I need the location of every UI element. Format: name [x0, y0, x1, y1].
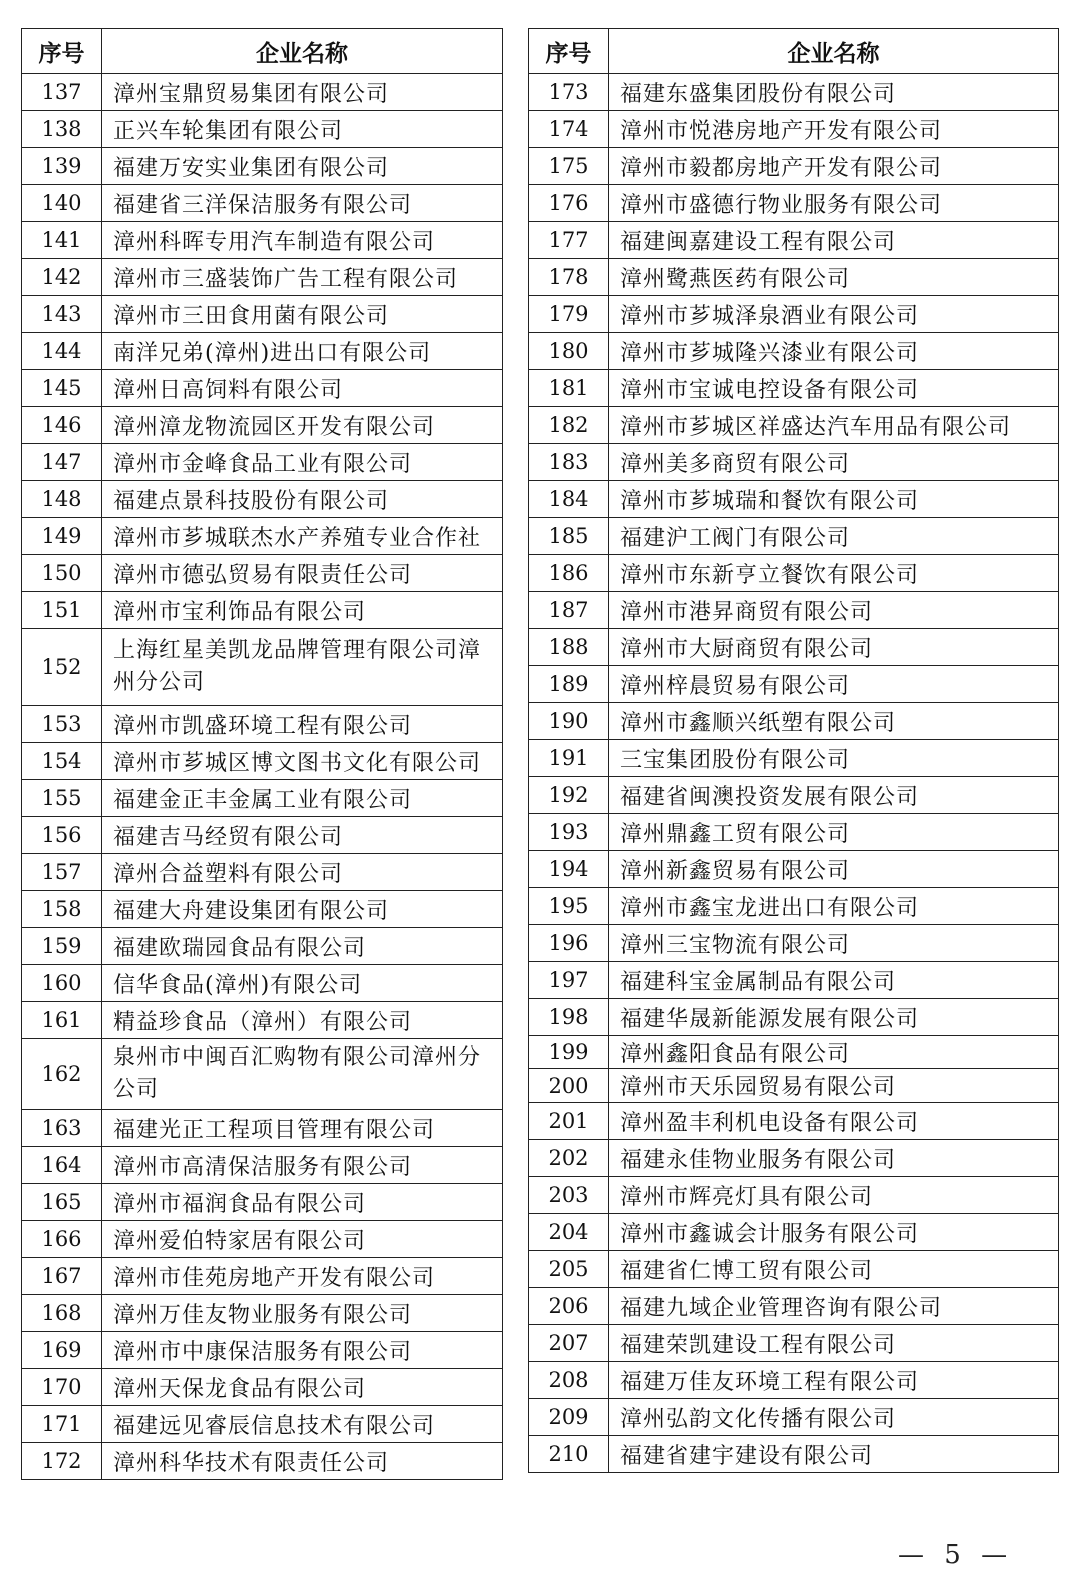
serial-number-cell: 137	[22, 74, 102, 111]
table-row	[529, 1436, 1059, 1473]
table-row	[529, 666, 1059, 703]
serial-number-cell: 192	[529, 777, 609, 814]
table-row	[529, 740, 1059, 777]
table-row	[529, 222, 1059, 259]
enterprise-name-cell: 福建远见睿辰信息技术有限公司	[102, 1406, 503, 1443]
serial-number-cell: 163	[22, 1110, 102, 1147]
table-row	[529, 518, 1059, 555]
enterprise-name-cell: 福建科宝金属制品有限公司	[609, 962, 1059, 999]
table-row	[529, 296, 1059, 333]
serial-number-cell: 203	[529, 1177, 609, 1214]
table-row	[22, 407, 503, 444]
serial-number-cell: 205	[529, 1251, 609, 1288]
table-row	[22, 444, 503, 481]
enterprise-name-cell: 漳州市芗城瑞和餐饮有限公司	[609, 481, 1059, 518]
enterprise-name-cell: 漳州梓晨贸易有限公司	[609, 666, 1059, 703]
table-row	[22, 185, 503, 222]
enterprise-name-cell: 漳州科晖专用汽车制造有限公司	[102, 222, 503, 259]
serial-number-cell: 201	[529, 1103, 609, 1140]
serial-number-cell: 208	[529, 1362, 609, 1399]
enterprise-name-cell: 福建九域企业管理咨询有限公司	[609, 1288, 1059, 1325]
enterprise-name-cell: 信华食品(漳州)有限公司	[102, 965, 503, 1002]
table-row	[22, 1369, 503, 1406]
enterprise-name-cell: 漳州爱伯特家居有限公司	[102, 1221, 503, 1258]
serial-number-cell: 184	[529, 481, 609, 518]
table-row	[529, 111, 1059, 148]
table-row	[22, 1221, 503, 1258]
enterprise-name-cell: 漳州鹭燕医药有限公司	[609, 259, 1059, 296]
enterprise-name-cell: 上海红星美凯龙品牌管理有限公司漳州分公司	[102, 629, 503, 706]
enterprise-name-cell: 漳州市鑫诚会计服务有限公司	[609, 1214, 1059, 1251]
serial-number-cell: 162	[22, 1039, 102, 1110]
table-row	[529, 999, 1059, 1036]
table-row	[529, 1362, 1059, 1399]
table-row	[529, 481, 1059, 518]
enterprise-name-cell: 漳州市金峰食品工业有限公司	[102, 444, 503, 481]
serial-number-cell: 177	[529, 222, 609, 259]
serial-number-cell: 193	[529, 814, 609, 851]
enterprise-table-left	[21, 28, 503, 1480]
serial-number-cell: 178	[529, 259, 609, 296]
enterprise-name-cell: 漳州市凯盛环境工程有限公司	[102, 706, 503, 743]
serial-number-cell: 143	[22, 296, 102, 333]
serial-number-cell: 173	[529, 74, 609, 111]
serial-number-cell: 159	[22, 928, 102, 965]
table-row	[22, 111, 503, 148]
table-row	[22, 333, 503, 370]
table-row	[529, 555, 1059, 592]
table-row	[22, 1039, 503, 1110]
serial-number-cell: 180	[529, 333, 609, 370]
enterprise-name-cell: 泉州市中闽百汇购物有限公司漳州分公司	[102, 1039, 503, 1110]
enterprise-name-cell: 福建点景科技股份有限公司	[102, 481, 503, 518]
enterprise-name-cell: 福建大舟建设集团有限公司	[102, 891, 503, 928]
serial-number-cell: 151	[22, 592, 102, 629]
enterprise-name-cell: 漳州市福润食品有限公司	[102, 1184, 503, 1221]
enterprise-name-cell: 福建省三洋保洁服务有限公司	[102, 185, 503, 222]
serial-number-cell: 140	[22, 185, 102, 222]
enterprise-name-cell: 漳州市鑫宝龙进出口有限公司	[609, 888, 1059, 925]
enterprise-name-cell: 福建华晟新能源发展有限公司	[609, 999, 1059, 1036]
table-row	[22, 148, 503, 185]
serial-number-cell: 170	[22, 1369, 102, 1406]
serial-number-cell: 197	[529, 962, 609, 999]
serial-number-cell: 188	[529, 629, 609, 666]
table-row	[529, 962, 1059, 999]
table-row	[22, 1332, 503, 1369]
enterprise-name-cell: 正兴车轮集团有限公司	[102, 111, 503, 148]
enterprise-name-cell: 漳州市芗城区博文图书文化有限公司	[102, 743, 503, 780]
table-row	[529, 629, 1059, 666]
table-row	[22, 74, 503, 111]
table-row	[529, 851, 1059, 888]
serial-number-cell: 207	[529, 1325, 609, 1362]
table-row	[529, 1251, 1059, 1288]
enterprise-name-cell: 漳州市鑫顺兴纸塑有限公司	[609, 703, 1059, 740]
table-row	[22, 928, 503, 965]
table-row	[22, 780, 503, 817]
enterprise-name-cell: 漳州天保龙食品有限公司	[102, 1369, 503, 1406]
enterprise-name-cell: 漳州美多商贸有限公司	[609, 444, 1059, 481]
enterprise-name-cell: 漳州日高饲料有限公司	[102, 370, 503, 407]
enterprise-name-cell: 福建东盛集团股份有限公司	[609, 74, 1059, 111]
serial-number-cell: 168	[22, 1295, 102, 1332]
serial-number-cell: 155	[22, 780, 102, 817]
table-row	[529, 777, 1059, 814]
table-row	[22, 706, 503, 743]
table-row	[22, 891, 503, 928]
table-row	[529, 1399, 1059, 1436]
enterprise-name-cell: 漳州漳龙物流园区开发有限公司	[102, 407, 503, 444]
enterprise-name-cell: 漳州市德弘贸易有限责任公司	[102, 555, 503, 592]
serial-number-cell: 185	[529, 518, 609, 555]
table-row	[22, 370, 503, 407]
enterprise-name-cell: 漳州宝鼎贸易集团有限公司	[102, 74, 503, 111]
table-row	[529, 444, 1059, 481]
serial-number-cell: 141	[22, 222, 102, 259]
table-row	[22, 1184, 503, 1221]
serial-number-cell: 198	[529, 999, 609, 1036]
serial-number-cell: 156	[22, 817, 102, 854]
table-row	[529, 259, 1059, 296]
serial-number-cell: 171	[22, 1406, 102, 1443]
enterprise-name-cell: 福建吉马经贸有限公司	[102, 817, 503, 854]
serial-number-cell: 181	[529, 370, 609, 407]
enterprise-name-cell: 漳州市佳苑房地产开发有限公司	[102, 1258, 503, 1295]
table-row	[529, 814, 1059, 851]
serial-number-cell: 164	[22, 1147, 102, 1184]
enterprise-name-cell: 福建光正工程项目管理有限公司	[102, 1110, 503, 1147]
serial-number-cell: 202	[529, 1140, 609, 1177]
enterprise-name-cell: 精益珍食品（漳州）有限公司	[102, 1002, 503, 1039]
enterprise-name-cell: 漳州盈丰利机电设备有限公司	[609, 1103, 1059, 1140]
serial-number-cell: 166	[22, 1221, 102, 1258]
enterprise-name-cell: 漳州鼎鑫工贸有限公司	[609, 814, 1059, 851]
table-row	[529, 592, 1059, 629]
table-header-row	[529, 29, 1059, 74]
table-row	[22, 555, 503, 592]
serial-number-cell: 169	[22, 1332, 102, 1369]
serial-number-cell: 150	[22, 555, 102, 592]
table-row	[22, 296, 503, 333]
table-row	[529, 703, 1059, 740]
enterprise-name-cell: 漳州市天乐园贸易有限公司	[609, 1069, 1059, 1103]
enterprise-name-cell: 漳州市三田食用菌有限公司	[102, 296, 503, 333]
enterprise-name-cell: 漳州市三盛装饰广告工程有限公司	[102, 259, 503, 296]
serial-number-cell: 142	[22, 259, 102, 296]
table-row	[529, 148, 1059, 185]
table-row	[529, 1288, 1059, 1325]
serial-number-cell: 200	[529, 1069, 609, 1103]
table-row	[22, 518, 503, 555]
serial-number-cell: 172	[22, 1443, 102, 1480]
serial-number-cell: 147	[22, 444, 102, 481]
serial-number-cell: 144	[22, 333, 102, 370]
enterprise-name-cell: 福建欧瑞园食品有限公司	[102, 928, 503, 965]
serial-number-cell: 167	[22, 1258, 102, 1295]
enterprise-name-cell: 南洋兄弟(漳州)进出口有限公司	[102, 333, 503, 370]
table-row	[22, 965, 503, 1002]
enterprise-name-cell: 漳州市中康保洁服务有限公司	[102, 1332, 503, 1369]
serial-number-cell: 158	[22, 891, 102, 928]
table-row	[529, 407, 1059, 444]
enterprise-name-cell: 福建省仁博工贸有限公司	[609, 1251, 1059, 1288]
table-row	[22, 481, 503, 518]
table-body-left	[22, 74, 503, 1480]
table-row	[22, 259, 503, 296]
serial-number-cell: 190	[529, 703, 609, 740]
enterprise-name-cell: 漳州市悦港房地产开发有限公司	[609, 111, 1059, 148]
header-enterprise-name: 企业名称	[102, 29, 503, 74]
table-row	[22, 1258, 503, 1295]
enterprise-name-cell: 漳州市辉亮灯具有限公司	[609, 1177, 1059, 1214]
serial-number-cell: 146	[22, 407, 102, 444]
enterprise-name-cell: 福建永佳物业服务有限公司	[609, 1140, 1059, 1177]
table-row	[22, 1147, 503, 1184]
page-number: — 5 —	[898, 1540, 1014, 1570]
enterprise-name-cell: 福建省闽澳投资发展有限公司	[609, 777, 1059, 814]
enterprise-name-cell: 漳州科华技术有限责任公司	[102, 1443, 503, 1480]
table-row	[529, 888, 1059, 925]
serial-number-cell: 189	[529, 666, 609, 703]
table-row	[529, 925, 1059, 962]
serial-number-cell: 152	[22, 629, 102, 706]
serial-number-cell: 153	[22, 706, 102, 743]
serial-number-cell: 176	[529, 185, 609, 222]
serial-number-cell: 183	[529, 444, 609, 481]
serial-number-cell: 149	[22, 518, 102, 555]
table-row	[529, 185, 1059, 222]
serial-number-cell: 182	[529, 407, 609, 444]
serial-number-cell: 174	[529, 111, 609, 148]
enterprise-name-cell: 漳州万佳友物业服务有限公司	[102, 1295, 503, 1332]
enterprise-name-cell: 三宝集团股份有限公司	[609, 740, 1059, 777]
table-body-right	[529, 74, 1059, 1473]
table-row	[22, 592, 503, 629]
enterprise-name-cell: 福建万佳友环境工程有限公司	[609, 1362, 1059, 1399]
header-enterprise-name: 企业名称	[609, 29, 1059, 74]
table-row	[529, 1140, 1059, 1177]
table-row	[22, 817, 503, 854]
serial-number-cell: 160	[22, 965, 102, 1002]
enterprise-name-cell: 漳州市芗城联杰水产养殖专业合作社	[102, 518, 503, 555]
enterprise-name-cell: 漳州市宝利饰品有限公司	[102, 592, 503, 629]
table-row	[529, 1036, 1059, 1069]
table-row	[22, 743, 503, 780]
serial-number-cell: 199	[529, 1036, 609, 1069]
serial-number-cell: 154	[22, 743, 102, 780]
serial-number-cell: 157	[22, 854, 102, 891]
serial-number-cell: 210	[529, 1436, 609, 1473]
table-row	[529, 1325, 1059, 1362]
table-row	[22, 629, 503, 706]
table-row	[22, 854, 503, 891]
table-row	[529, 370, 1059, 407]
table-row	[529, 1214, 1059, 1251]
table-row	[22, 1295, 503, 1332]
table-row	[22, 1110, 503, 1147]
enterprise-name-cell: 漳州市盛德行物业服务有限公司	[609, 185, 1059, 222]
serial-number-cell: 195	[529, 888, 609, 925]
table-row	[22, 1406, 503, 1443]
serial-number-cell: 206	[529, 1288, 609, 1325]
enterprise-name-cell: 漳州市高清保洁服务有限公司	[102, 1147, 503, 1184]
serial-number-cell: 148	[22, 481, 102, 518]
serial-number-cell: 194	[529, 851, 609, 888]
enterprise-name-cell: 福建闽嘉建设工程有限公司	[609, 222, 1059, 259]
serial-number-cell: 138	[22, 111, 102, 148]
header-serial-number: 序号	[529, 29, 609, 74]
enterprise-name-cell: 漳州市港昇商贸有限公司	[609, 592, 1059, 629]
enterprise-name-cell: 漳州合益塑料有限公司	[102, 854, 503, 891]
enterprise-name-cell: 福建省建宇建设有限公司	[609, 1436, 1059, 1473]
enterprise-name-cell: 福建万安实业集团有限公司	[102, 148, 503, 185]
serial-number-cell: 139	[22, 148, 102, 185]
table-header-row	[22, 29, 503, 74]
enterprise-name-cell: 漳州市宝诚电控设备有限公司	[609, 370, 1059, 407]
table-row	[529, 1103, 1059, 1140]
table-row	[22, 1443, 503, 1480]
serial-number-cell: 204	[529, 1214, 609, 1251]
enterprise-name-cell: 福建金正丰金属工业有限公司	[102, 780, 503, 817]
enterprise-name-cell: 漳州市芗城隆兴漆业有限公司	[609, 333, 1059, 370]
serial-number-cell: 186	[529, 555, 609, 592]
table-row	[22, 1002, 503, 1039]
serial-number-cell: 179	[529, 296, 609, 333]
enterprise-name-cell: 漳州市大厨商贸有限公司	[609, 629, 1059, 666]
table-row	[529, 1177, 1059, 1214]
enterprise-name-cell: 漳州弘韵文化传播有限公司	[609, 1399, 1059, 1436]
enterprise-name-cell: 福建沪工阀门有限公司	[609, 518, 1059, 555]
table-row	[22, 222, 503, 259]
enterprise-name-cell: 漳州新鑫贸易有限公司	[609, 851, 1059, 888]
serial-number-cell: 191	[529, 740, 609, 777]
serial-number-cell: 165	[22, 1184, 102, 1221]
enterprise-name-cell: 漳州市东新亨立餐饮有限公司	[609, 555, 1059, 592]
table-row	[529, 1069, 1059, 1103]
enterprise-name-cell: 福建荣凯建设工程有限公司	[609, 1325, 1059, 1362]
enterprise-name-cell: 漳州市芗城泽泉酒业有限公司	[609, 296, 1059, 333]
enterprise-name-cell: 漳州市毅都房地产开发有限公司	[609, 148, 1059, 185]
serial-number-cell: 161	[22, 1002, 102, 1039]
enterprise-name-cell: 漳州三宝物流有限公司	[609, 925, 1059, 962]
enterprise-table-right	[528, 28, 1059, 1473]
table-row	[529, 74, 1059, 111]
table-row	[529, 333, 1059, 370]
serial-number-cell: 175	[529, 148, 609, 185]
enterprise-name-cell: 漳州市芗城区祥盛达汽车用品有限公司	[609, 407, 1059, 444]
header-serial-number: 序号	[22, 29, 102, 74]
serial-number-cell: 187	[529, 592, 609, 629]
serial-number-cell: 209	[529, 1399, 609, 1436]
serial-number-cell: 145	[22, 370, 102, 407]
serial-number-cell: 196	[529, 925, 609, 962]
enterprise-name-cell: 漳州鑫阳食品有限公司	[609, 1036, 1059, 1069]
